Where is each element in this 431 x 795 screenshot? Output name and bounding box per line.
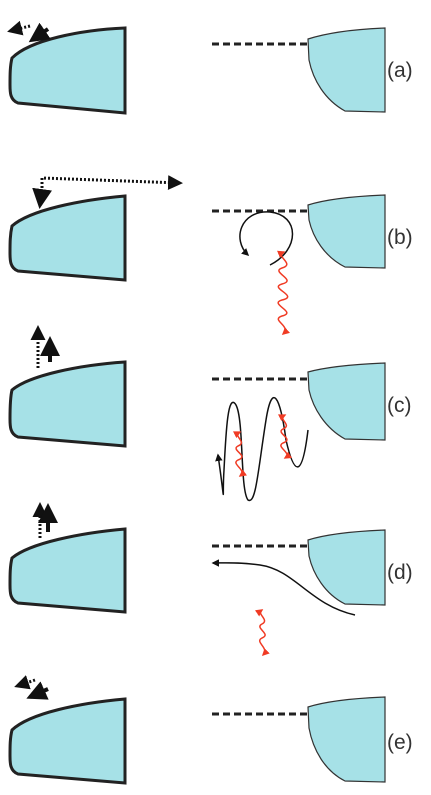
solid-arrow-e: [30, 689, 48, 697]
loop-trajectory-b: [240, 212, 293, 265]
wave-packet-d: [260, 610, 265, 655]
label-d: (d): [387, 561, 413, 584]
solid-arrow-a: [32, 29, 48, 40]
label-b: (b): [387, 226, 413, 249]
label-a: (a): [387, 59, 413, 82]
panel-a: [10, 26, 413, 113]
label-e: (e): [387, 731, 413, 754]
left-blob-b: [10, 196, 125, 280]
right-blob-e: [308, 697, 385, 782]
dotted-arrow-e: [17, 680, 35, 686]
right-blob-a: [308, 28, 385, 112]
left-blob-e: [10, 699, 125, 783]
oscillating-trajectory-c: [218, 398, 308, 501]
panel-c: [10, 328, 412, 500]
right-blob-b: [308, 195, 385, 268]
left-blob-c: [10, 362, 125, 446]
solid-arrow-b: [40, 190, 42, 205]
panel-e: [10, 680, 413, 783]
right-blob-d: [308, 530, 385, 605]
right-blob-c: [308, 363, 385, 440]
left-blob-d: [10, 529, 125, 612]
label-c: (c): [387, 394, 412, 417]
wave-packet-b: [278, 252, 287, 334]
panel-d: [10, 505, 413, 655]
left-blob-a: [10, 28, 125, 113]
dotted-arrow-a: [10, 26, 30, 31]
panel-b: [10, 178, 413, 334]
